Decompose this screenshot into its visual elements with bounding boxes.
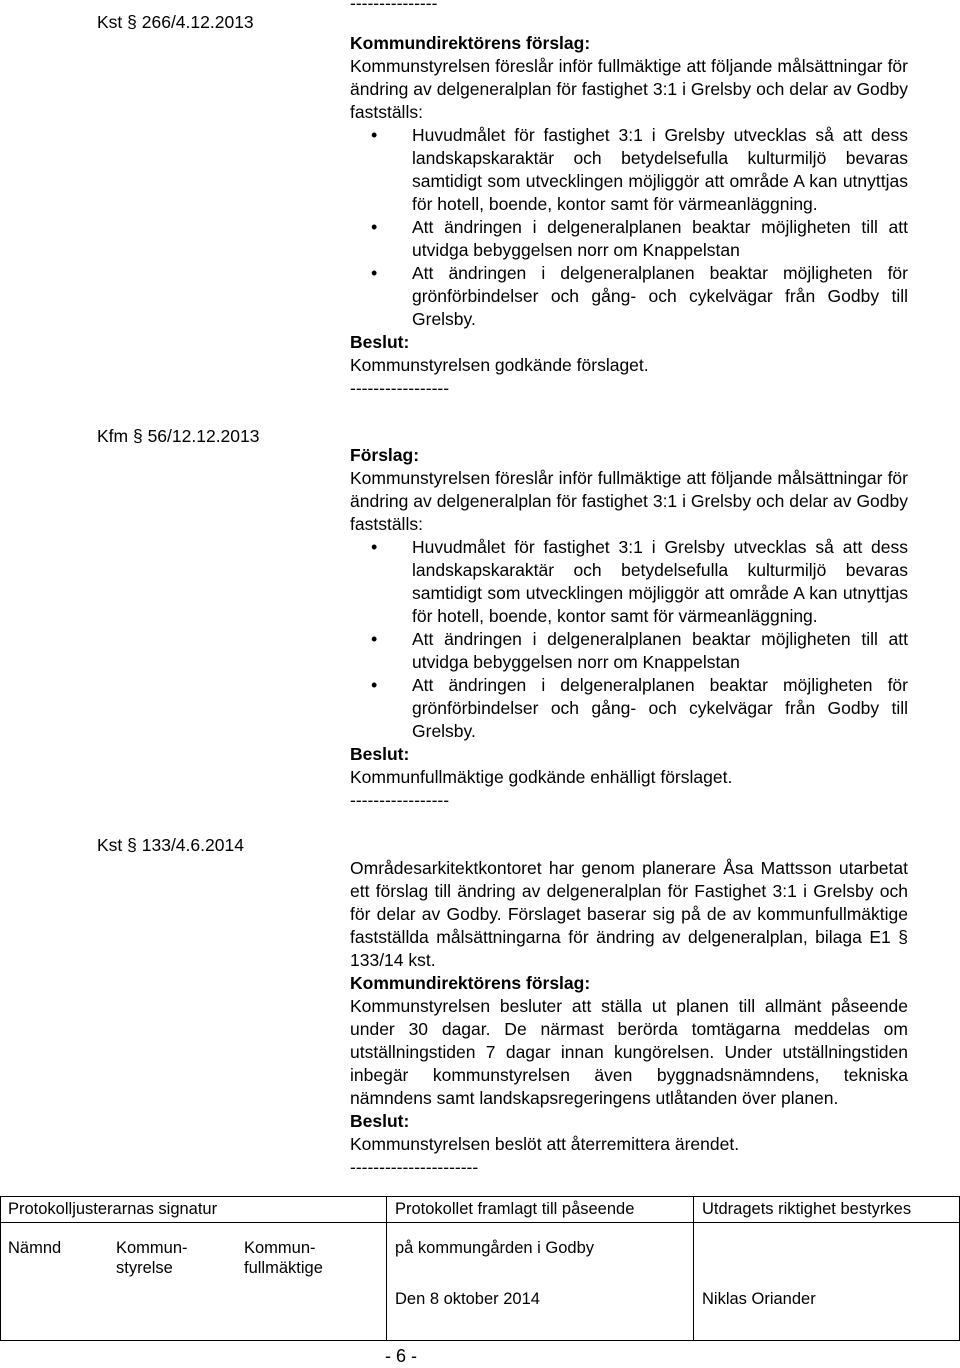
beslut-label: Beslut: <box>350 332 410 352</box>
header-signature: Protokolljusterarnas signatur <box>8 1200 218 1218</box>
intro-paragraph: Kommunstyrelsen föreslår inför fullmäktige att följande målsättningar för ändring av delgeneralplan för fastighet 3:1 i Grelsby och delar av Godby fastställs: <box>350 56 908 122</box>
intro-paragraph: Områdesarkitektkontoret har genom planerare Åsa Mattsson utarbetat ett förslag till ändring av delgeneralplan för Fastighet 3:1 i Grelsby och för delar av Godby. Förslaget baserar sig på de av kommunfullmäktige fastställda målsättningarna för ändring av delgeneralplan, bilaga E1 § 133/14 kst. <box>350 858 908 970</box>
table-border-left <box>0 1196 1 1341</box>
place-text: på kommungården i Godby <box>395 1239 595 1257</box>
separator: ----------------- <box>350 790 450 810</box>
separator: ----------------- <box>350 378 450 398</box>
ref-kst-2013: Kst § 266/4.12.2013 <box>97 12 254 32</box>
goal-list <box>350 536 908 743</box>
label-kommunfullmaktige: Kommun- fullmäktige <box>244 1239 323 1277</box>
page-number: - 6 - <box>385 1346 418 1366</box>
ref-kfm-2013: Kfm § 56/12.12.2013 <box>97 426 260 446</box>
heading-kommundirektor: Kommundirektörens förslag: <box>350 973 591 993</box>
beslut-text: Kommunfullmäktige godkände enhälligt förslaget. <box>350 767 733 787</box>
separator: --------------- <box>350 0 438 13</box>
beslut-text: Kommunstyrelsen godkände förslaget. <box>350 355 649 375</box>
signature-table <box>0 1196 960 1341</box>
ref-kst-2014: Kst § 133/4.6.2014 <box>97 835 244 855</box>
table-divider <box>386 1196 387 1341</box>
beslut-text: Kommunstyrelsen beslöt att återremittera ärendet. <box>350 1134 740 1154</box>
proposal-paragraph: Kommunstyrelsen besluter att ställa ut planen till allmänt påseende under 30 dagar. De närmast berörda tomtägarna meddelas om utställningstiden 7 dagar innan kungörelsen. Under utställningstiden inbegär kommunstyrelsen även byggnadsnämndens, tekniska nämndens samt landskapsregeringens utlåtanden över planen. <box>350 996 908 1108</box>
heading-forslag: Förslag: <box>350 445 420 465</box>
block-kommunfullmaktige-2013 <box>350 444 908 812</box>
goal-list <box>350 124 908 331</box>
heading-kommundirektor: Kommundirektörens förslag: <box>350 33 591 53</box>
block-kommunstyrelsen-2013 <box>350 0 908 400</box>
signer-name: Niklas Oriander <box>702 1290 816 1308</box>
table-border-mid <box>0 1222 960 1223</box>
list-item: • Att ändringen i delgeneralplanen beaktar möjligheten för grönförbindelser och gång- och cykelvägar från Godby till Grelsby. <box>350 262 908 331</box>
table-divider <box>693 1196 694 1341</box>
table-border-top <box>0 1196 960 1197</box>
table-border-bottom <box>0 1340 960 1341</box>
list-item: • Huvudmålet för fastighet 3:1 i Grelsby utvecklas så att dess landskapskaraktär och betydelsefulla kulturmiljö bevaras samtidigt som utvecklingen möjliggör att område A kan utnyttjas för hotell, boende, kontor samt för värmeanläggning. <box>350 124 908 216</box>
intro-paragraph: Kommunstyrelsen föreslår inför fullmäktige att följande målsättningar för ändring av delgeneralplan för fastighet 3:1 i Grelsby och delar av Godby fastställs: <box>350 468 908 534</box>
list-item: • Att ändringen i delgeneralplanen beaktar möjligheten till att utvidga bebyggelsen norr om Knappelstan <box>350 628 908 674</box>
label-namnd: Nämnd <box>8 1239 62 1257</box>
separator: ---------------------- <box>350 1157 479 1177</box>
beslut-label: Beslut: <box>350 744 410 764</box>
header-framlagt: Protokollet framlagt till påseende <box>395 1200 635 1218</box>
list-item: • Att ändringen i delgeneralplanen beaktar möjligheten för grönförbindelser och gång- och cykelvägar från Godby till Grelsby. <box>350 674 908 743</box>
label-kommunstyrelse: Kommun- styrelse <box>116 1239 188 1277</box>
list-item: • Huvudmålet för fastighet 3:1 i Grelsby utvecklas så att dess landskapskaraktär och betydelsefulla kulturmiljö bevaras samtidigt som utvecklingen möjliggör att område A kan utnyttjas för hotell, boende, kontor samt för värmeanläggning. <box>350 536 908 628</box>
beslut-label: Beslut: <box>350 1111 410 1131</box>
date-text: Den 8 oktober 2014 <box>395 1290 540 1308</box>
block-kommunstyrelsen-2014 <box>350 857 908 1179</box>
header-bestyrkes: Utdragets riktighet bestyrkes <box>702 1200 912 1218</box>
list-item: • Att ändringen i delgeneralplanen beaktar möjligheten till att utvidga bebyggelsen norr om Knappelstan <box>350 216 908 262</box>
